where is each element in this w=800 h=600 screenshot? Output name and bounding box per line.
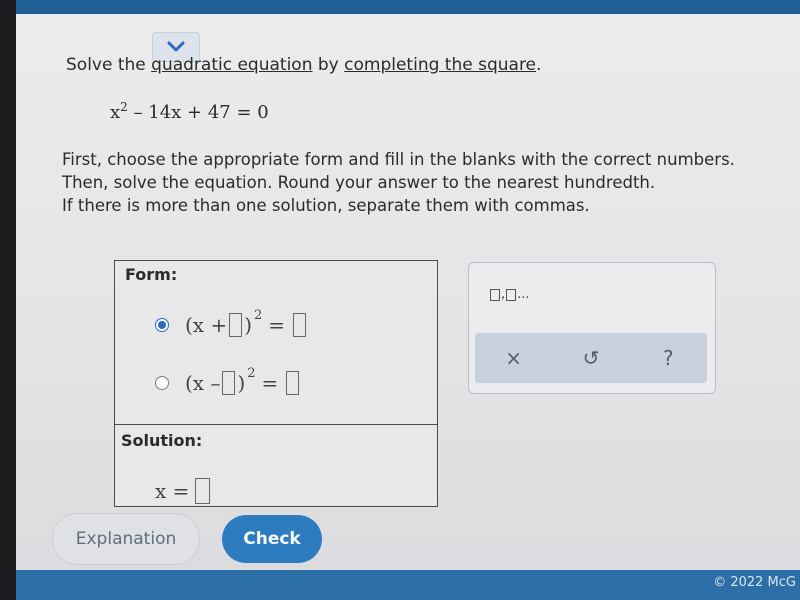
keypad-actions	[475, 333, 707, 383]
answer-panel	[114, 260, 438, 507]
solution-lhs: x =	[155, 479, 190, 503]
blank-box-icon	[506, 289, 516, 301]
expr-open: (x –	[185, 371, 221, 395]
form-label: Form:	[125, 265, 178, 284]
question-text: Solve the	[66, 55, 152, 75]
instruction-line: First, choose the appropriate form and fill in the blanks with the correct numbers.	[62, 150, 735, 169]
check-button[interactable]: Check	[222, 515, 322, 563]
top-bar	[16, 0, 800, 14]
expr-exponent: 2	[247, 365, 256, 381]
expr-close: )	[244, 313, 253, 337]
clear-button[interactable]	[494, 340, 534, 376]
divider	[115, 424, 437, 425]
help-button[interactable]	[648, 340, 688, 376]
chevron-down-icon	[167, 41, 185, 53]
solution-input[interactable]	[195, 478, 210, 504]
instruction-line: Then, solve the equation. Round your answer to the nearest hundredth.	[62, 173, 656, 192]
expr-close: )	[237, 371, 246, 395]
equation-variable: x	[110, 102, 121, 123]
radio-selected[interactable]	[155, 318, 169, 332]
form-expression-plus	[185, 307, 308, 337]
expr-exponent: 2	[254, 307, 263, 323]
footer	[16, 570, 800, 600]
math-keypad	[468, 262, 716, 394]
expr-equals: =	[268, 313, 286, 337]
instructions	[62, 148, 735, 217]
blank-box-icon	[490, 289, 500, 301]
expr-equals: =	[261, 371, 279, 395]
question-text: .	[536, 55, 542, 75]
undo-button[interactable]	[571, 340, 611, 376]
blank-input[interactable]	[286, 371, 299, 395]
close-icon: ×	[505, 346, 523, 370]
solution-label: Solution:	[121, 431, 203, 450]
comma-glyph: ,	[501, 287, 506, 302]
blank-input[interactable]	[293, 313, 306, 337]
screen-bezel	[0, 0, 16, 600]
form-option-minus[interactable]	[155, 365, 301, 395]
solution-expression	[155, 478, 210, 504]
form-expression-minus	[185, 365, 301, 395]
blank-input[interactable]	[222, 371, 235, 395]
undo-icon: ↺	[582, 346, 600, 370]
radio-unselected[interactable]	[155, 376, 169, 390]
ellipsis-glyph: ...	[517, 287, 530, 302]
completing-the-square-link[interactable]: completing the square	[344, 55, 537, 75]
instruction-line: If there is more than one solution, separate them with commas.	[62, 196, 590, 215]
question-prompt	[66, 55, 541, 75]
quadratic-equation-link[interactable]: quadratic equation	[151, 55, 313, 75]
explanation-button[interactable]: Explanation	[52, 513, 200, 565]
blank-input[interactable]	[229, 313, 242, 337]
expr-open: (x +	[185, 313, 228, 337]
quadratic-equation	[110, 100, 269, 123]
help-icon: ?	[663, 346, 674, 370]
equation-terms: – 14x + 47 = 0	[133, 102, 269, 123]
form-option-plus[interactable]	[155, 307, 308, 337]
equation-exponent: 2	[120, 100, 128, 114]
copyright-text: © 2022 McG	[713, 575, 796, 590]
question-text: by	[312, 55, 345, 75]
comma-separated-button[interactable]	[489, 287, 530, 302]
